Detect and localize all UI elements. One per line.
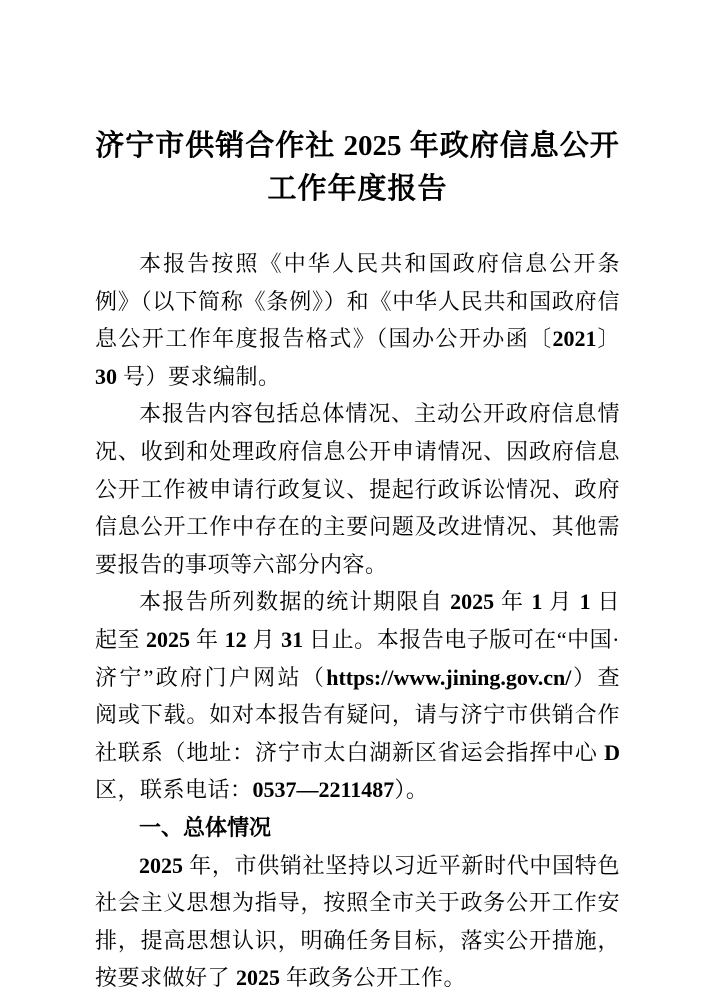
- document-body: [95, 245, 620, 997]
- paragraph-statistics-period-contact: 本报告所列数据的统计期限自 2025 年 1 月 1 日起至 2025 年 12 月 31 日止。本报告电子版可在“中国·济宁”政府门户网站（https://www.jining.gov.cn/）查阅或下载。如对本报告有疑问，请与济宁市供销合作社联系（地址：济宁市太白湖新区省运会指挥中心 D 区，联系电话：0537—2211487）。: [95, 589, 620, 803]
- document-content: [95, 125, 620, 997]
- section-heading-overall-situation: 一、总体情况: [139, 814, 272, 840]
- document-title-line1: 济宁市供销合作社 2025 年政府信息公开: [95, 130, 620, 162]
- paragraph-basis: 本报告按照《中华人民共和国政府信息公开条例》（以下简称《条例》）和《中华人民共和国政府信息公开工作年度报告格式》（国办公开办函〔2021〕30 号）要求编制。: [95, 251, 620, 389]
- document-title-line2: 工作年度报告: [267, 173, 448, 205]
- paragraph-overall-situation: 2025 年，市供销社坚持以习近平新时代中国特色社会主义思想为指导，按照全市关于政务公开工作安排，提高思想认识，明确任务目标，落实公开措施，按要求做好了 2025 年政务公开工作。: [95, 852, 620, 991]
- document-title: [95, 125, 620, 211]
- paragraph-contents-overview: 本报告内容包括总体情况、主动公开政府信息情况、收到和处理政府信息公开申请情况、因政府信息公开工作被申请行政复议、提起行政诉讼情况、政府信息公开工作中存在的主要问题及改进情况、其他需要报告的事项等六部分内容。: [95, 401, 620, 577]
